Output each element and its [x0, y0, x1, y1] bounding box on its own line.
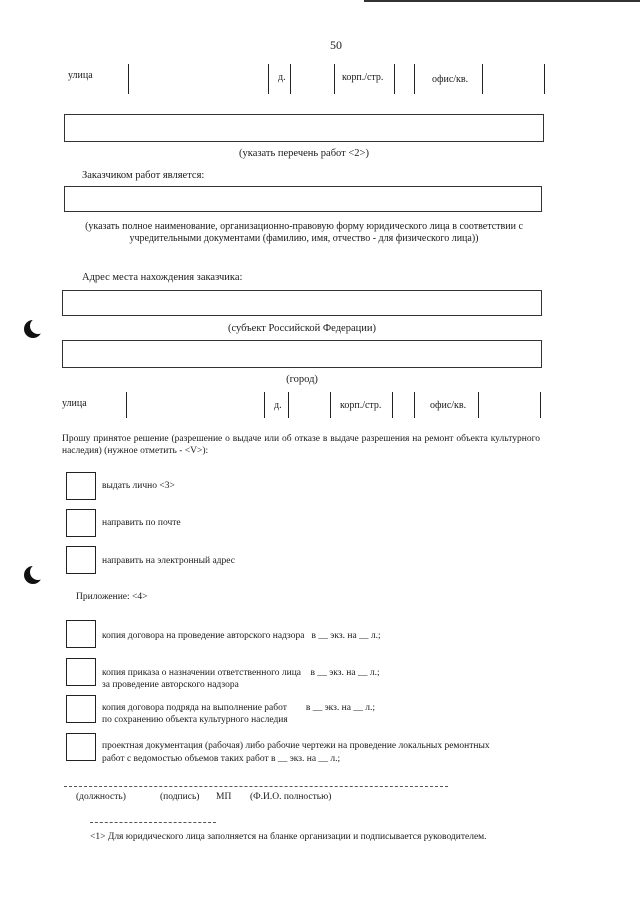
top-edge-line [364, 0, 640, 2]
customer-caption: (указать полное наименование, организационно-правовую форму юридического лица в соответствии с учредительными документами (фамилию, имя, отчество - для физического лица)) [85, 221, 523, 244]
house-label-2: д. [274, 400, 282, 411]
building-label: корп./стр. [342, 72, 384, 83]
house-label: д. [278, 72, 286, 83]
delivery-personal-checkbox[interactable] [66, 472, 96, 500]
attachment-line-2: за проведение авторского надзора [102, 680, 239, 690]
attachments-label: Приложение: <4> [76, 592, 148, 602]
footnote-text: <1> Для юридического лица заполняется на бланке организации и подписывается руководителем. [90, 832, 487, 842]
street-field-right-edge [268, 64, 269, 94]
house2-field-left-edge [288, 392, 289, 418]
footnote-separator [90, 822, 216, 823]
street-label: улица [68, 70, 93, 81]
delivery-email-checkbox[interactable] [66, 546, 96, 574]
punch-hole-mark [24, 566, 42, 584]
signature-line [64, 786, 448, 787]
stamp-label: МП [216, 792, 232, 802]
customer-label: Заказчиком работ является: [82, 170, 205, 181]
building-field-edge [394, 64, 395, 94]
street-label-2: улица [62, 398, 87, 409]
building-label-2: корп./стр. [340, 400, 382, 411]
office2-field-right-edge [540, 392, 541, 418]
region-caption: (субъект Российской Федерации) [228, 323, 376, 334]
delivery-option-label: выдать лично <3> [102, 481, 175, 491]
street2-field-right-edge [264, 392, 265, 418]
delivery-option-label: направить по почте [102, 518, 181, 528]
customer-address-label: Адрес места нахождения заказчика: [82, 272, 243, 283]
punch-hole-mark [24, 320, 42, 338]
office-field-edge [482, 64, 483, 94]
attachment-line: копия договора на проведение авторского надзора в __ экз. на __ л.; [102, 631, 381, 641]
attachment-line: проектная документация (рабочая) либо рабочие чертежи на проведение локальных ремонтных [102, 741, 490, 751]
delivery-mail-checkbox[interactable] [66, 509, 96, 537]
city-caption: (город) [286, 374, 318, 385]
city-field[interactable] [62, 340, 542, 368]
office2-field-edge [478, 392, 479, 418]
office-label-2: офис/кв. [430, 400, 467, 411]
signature-name-label: (Ф.И.О. полностью) [250, 792, 332, 802]
attachment-checkbox-1[interactable] [66, 620, 96, 648]
house2-field-right-edge [330, 392, 331, 418]
attachment-checkbox-3[interactable] [66, 695, 96, 723]
house-field-right-edge [334, 64, 335, 94]
signature-position-label: (должность) [76, 792, 126, 802]
customer-name-field[interactable] [64, 186, 542, 212]
works-list-field[interactable] [64, 114, 544, 142]
region-field[interactable] [62, 290, 542, 316]
street2-field-left-edge [126, 392, 127, 418]
building-field-right-edge [414, 64, 415, 94]
works-caption: (указать перечень работ <2>) [239, 148, 369, 159]
attachment-line-2: работ с ведомостью объемов таких работ в __ экз. на __ л.; [102, 754, 341, 764]
office-field-right-edge [544, 64, 545, 94]
attachment-checkbox-2[interactable] [66, 658, 96, 686]
attachment-line: копия договора подряда на выполнение работ в __ экз. на __ л.; [102, 703, 375, 713]
building2-field-right-edge [414, 392, 415, 418]
street-field-left-edge [128, 64, 129, 94]
request-text: Прошу принятое решение (разрешение о выдаче или об отказе в выдаче разрешения на ремонт объекта культурного наследия) (нужное отметить - <V>): [62, 434, 540, 456]
signature-sign-label: (подпись) [160, 792, 200, 802]
attachment-checkbox-4[interactable] [66, 733, 96, 761]
attachment-line: копия приказа о назначении ответственного лица в __ экз. на __ л.; [102, 668, 380, 678]
delivery-option-label: направить на электронный адрес [102, 556, 235, 566]
attachment-line-2: по сохранению объекта культурного наследия [102, 715, 288, 725]
house-field-left-edge [290, 64, 291, 94]
page-number: 50 [330, 38, 342, 52]
building2-field-edge [392, 392, 393, 418]
office-label: офис/кв. [432, 74, 469, 85]
